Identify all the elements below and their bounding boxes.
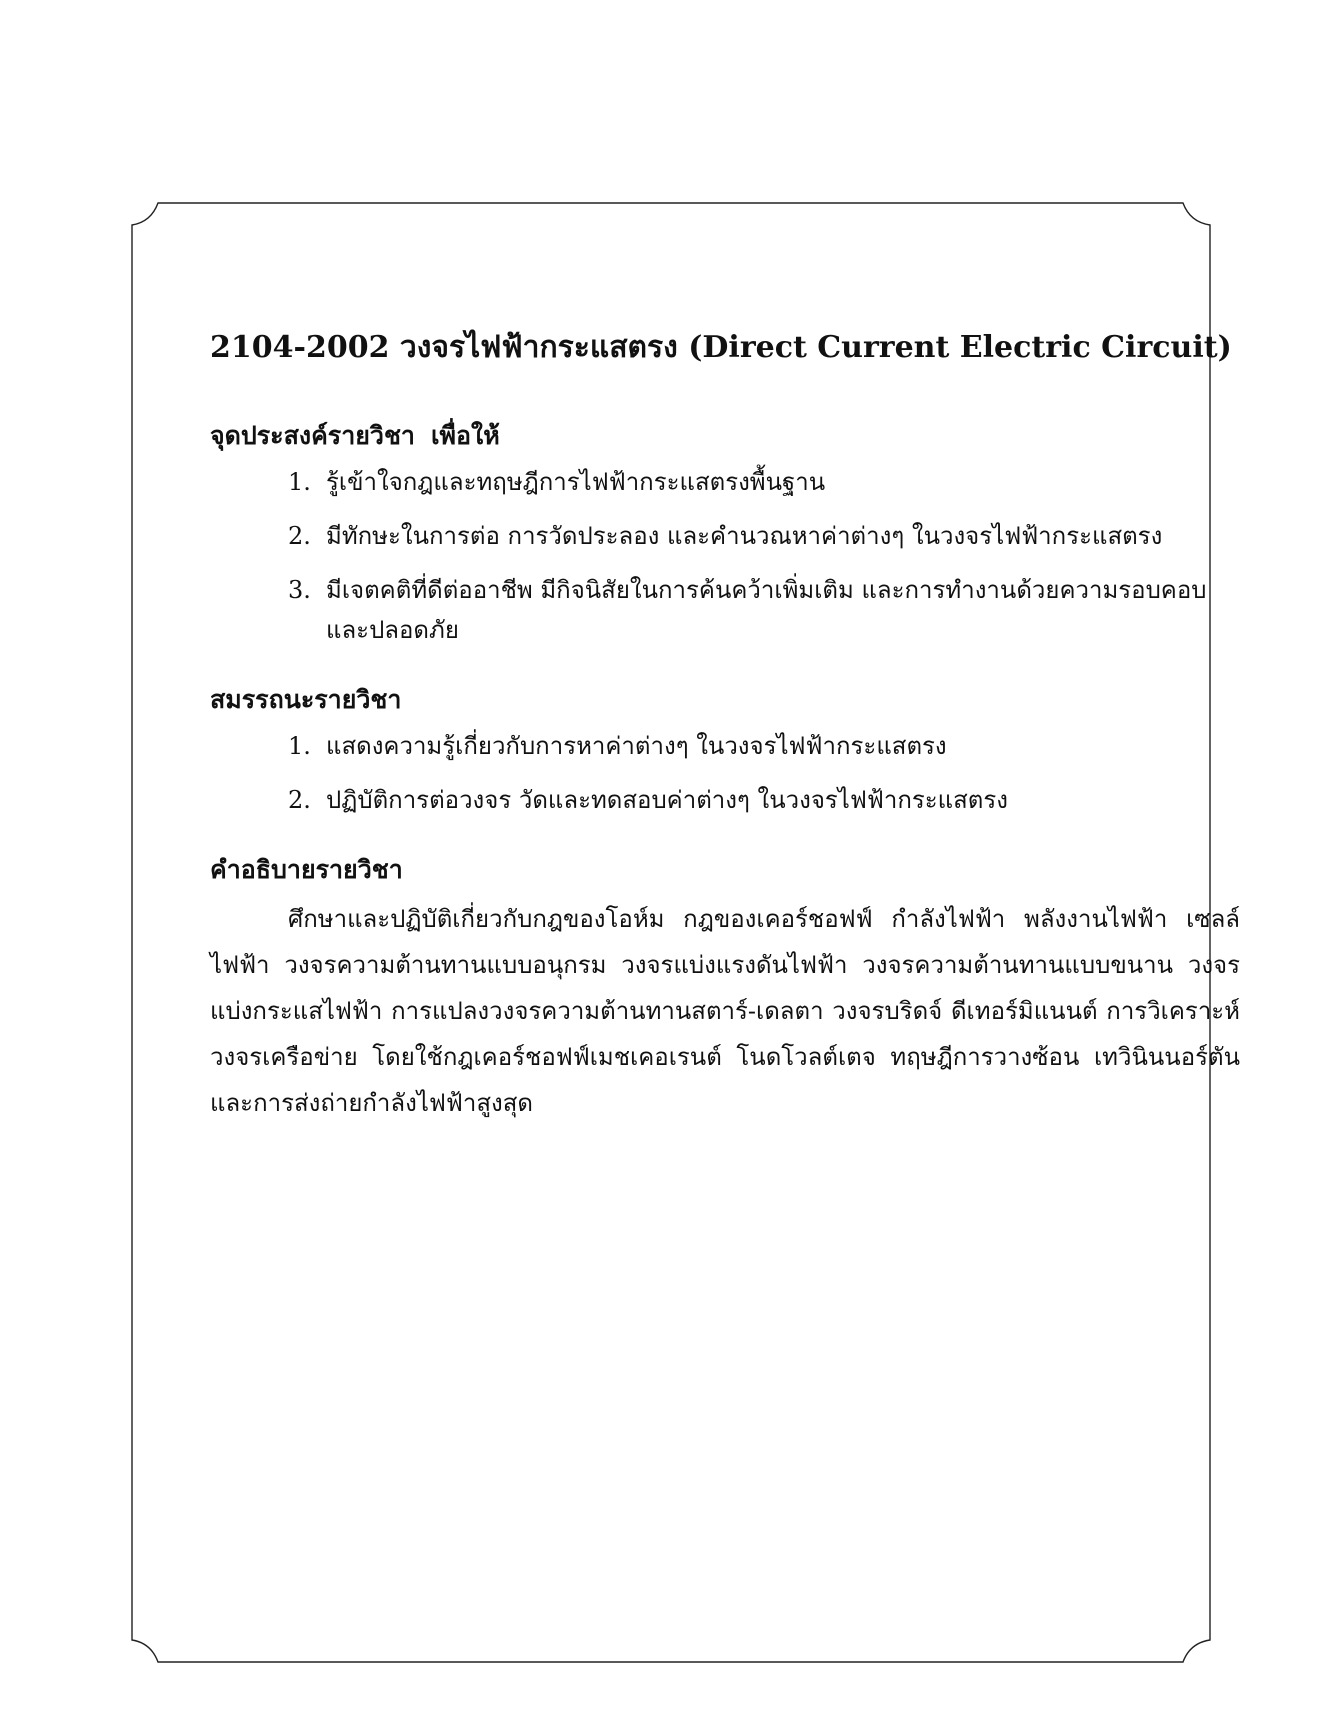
course-title: 2104-2002 วงจรไฟฟ้ากระแสตรง (Direct Current Electric Circuit) (210, 330, 1232, 365)
description-body: ศึกษาและปฏิบัติเกี่ยวกับกฎของโอห์ม กฎของเคอร์ชอฟฟ์ กำลังไฟฟ้า พลังงานไฟฟ้า เซลล์ไฟฟ้า วงจรความต้านทานแบบอนุกรม วงจรแบ่งแรงดันไฟฟ้า วงจรความต้านทานแบบขนาน วงจรแบ่งกระแสไฟฟ้า การแปลงวงจรความต้านทานสตาร์-เดลตา วงจรบริดจ์ ดีเทอร์มิแนนต์ การวิเคราะห์วงจรเครือข่าย โดยใช้กฎเคอร์ชอฟฟ์เมชเคอเรนต์ โนดโวลต์เตจ ทฤษฎีการวางซ้อน เทวินินนอร์ตันและการส่งถ่ายกำลังไฟฟ้าสูงสุด (210, 905, 1240, 1117)
list-item-text: แสดงความรู้เกี่ยวกับการหาค่าต่างๆ ในวงจรไฟฟ้ากระแสตรง (326, 732, 947, 760)
list-item (288, 726, 1240, 766)
competencies-section (210, 680, 1240, 820)
list-item-number: 2. (288, 522, 311, 550)
objectives-heading (210, 416, 1240, 456)
list-item-text: ปฏิบัติการต่อวงจร วัดและทดสอบค่าต่างๆ ในวงจรไฟฟ้ากระแสตรง (326, 786, 1008, 814)
objectives-list (210, 462, 1240, 650)
list-item-number: 3. (288, 576, 311, 604)
list-item-text: รู้เข้าใจกฎและทฤษฎีการไฟฟ้ากระแสตรงพื้นฐาน (326, 468, 826, 496)
objectives-section (210, 416, 1240, 650)
objectives-heading-text: จุดประสงค์รายวิชา (210, 421, 415, 450)
page-content (210, 328, 1240, 1126)
competencies-list (210, 726, 1240, 820)
list-item-number: 1. (288, 468, 311, 496)
list-item-number: 2. (288, 786, 311, 814)
list-item-text: มีเจตคติที่ดีต่ออาชีพ มีกิจนิสัยในการค้นคว้าเพิ่มเติม และการทำงานด้วยความรอบคอบและปลอดภัย (326, 576, 1207, 644)
list-item (288, 462, 1240, 502)
description-section (210, 850, 1240, 1126)
list-item (288, 780, 1240, 820)
list-item-text: มีทักษะในการต่อ การวัดประลอง และคำนวณหาค่าต่างๆ ในวงจรไฟฟ้ากระแสตรง (326, 522, 1163, 550)
competencies-heading: สมรรถนะรายวิชา (210, 685, 402, 714)
list-item (288, 570, 1240, 650)
description-heading: คำอธิบายรายวิชา (210, 855, 403, 884)
objectives-heading-suffix: เพื่อให้ (430, 421, 500, 450)
list-item (288, 516, 1240, 556)
list-item-number: 1. (288, 732, 311, 760)
